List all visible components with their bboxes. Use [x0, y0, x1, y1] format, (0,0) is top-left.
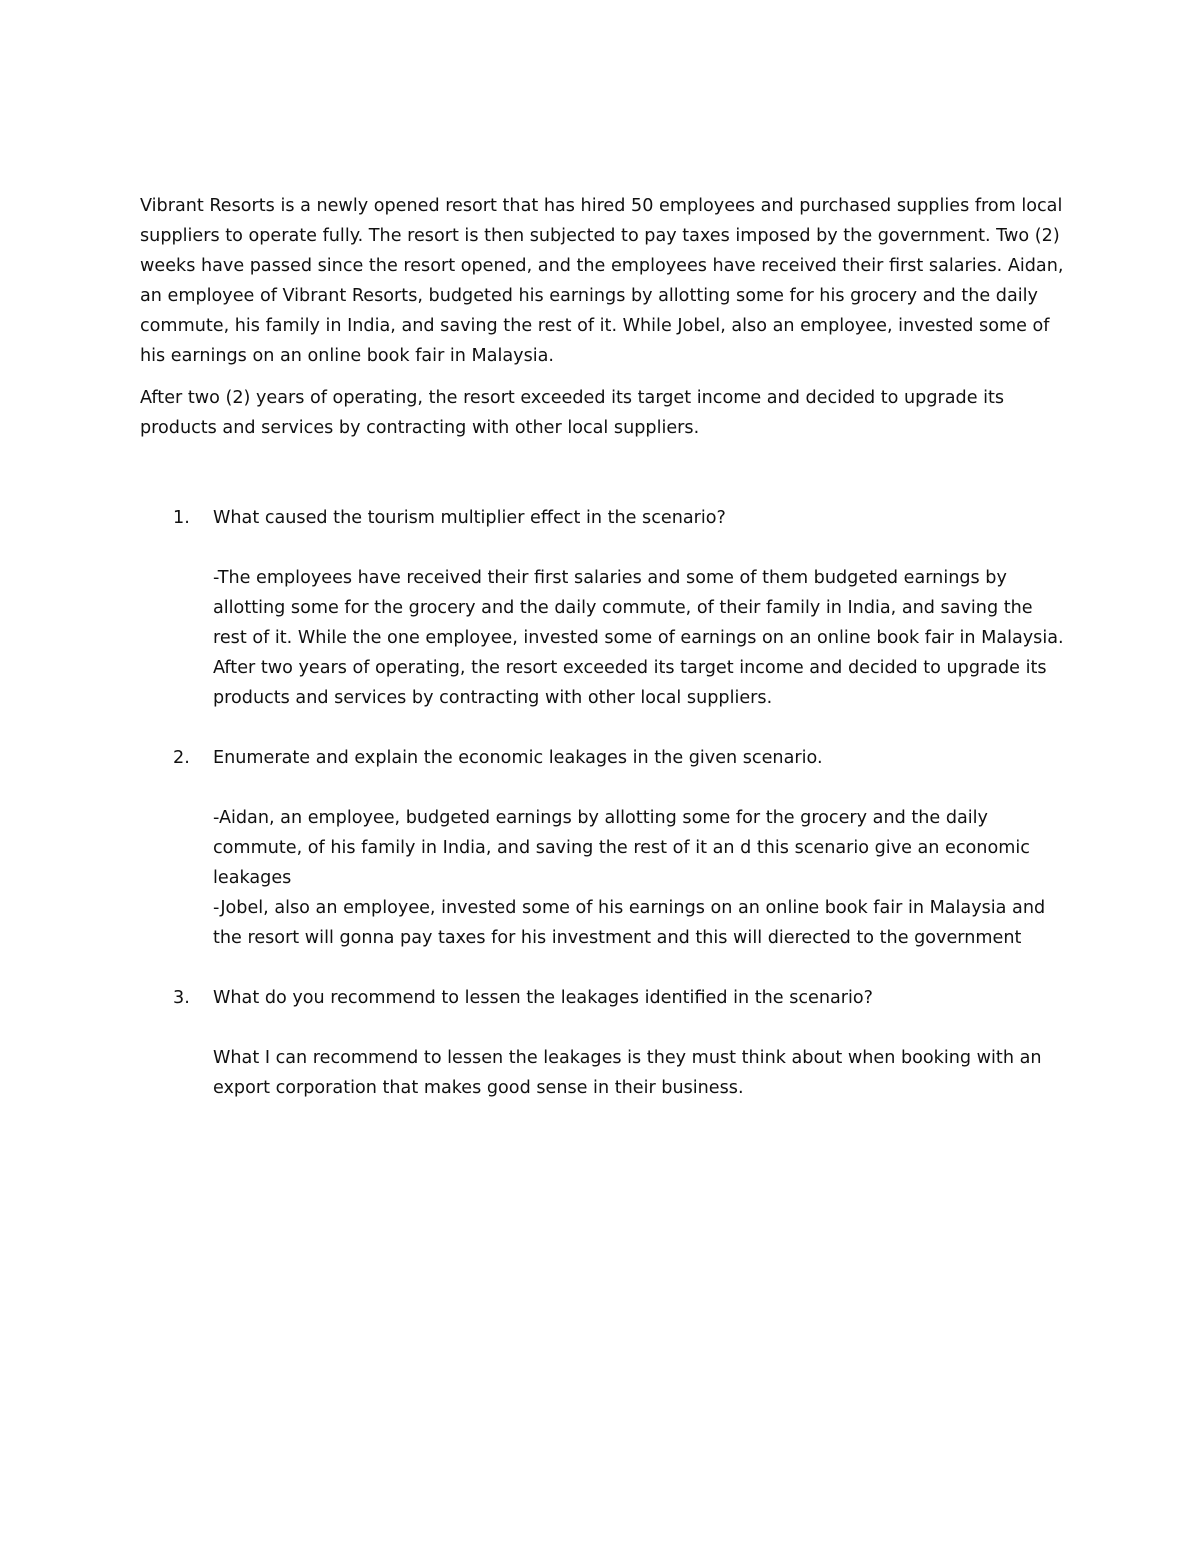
answer-2-line-2: -Jobel, also an employee, invested some of his earnings on an online book fair in Malaysia and the resort will gonna pay taxes for his investment and this will dierected to the government [213, 898, 1046, 948]
answer-2 [213, 803, 1065, 953]
question-text-1: What caused the tourism multiplier effect in the scenario? [213, 508, 726, 528]
answer-1-line-1: -The employees have received their first salaries and some of them budgeted earnings by allotting some for the grocery and the daily commute, of their family in India, and saving the rest of it. While the one employee, invested some of earnings on an online book fair in Malaysia. After two years of operating, the resort exceeded its target income and decided to upgrade its products and services by contracting with other local suppliers. [213, 568, 1064, 708]
question-item-3 [140, 983, 1065, 1103]
question-item-2 [140, 743, 1065, 953]
question-item-1 [140, 503, 1065, 713]
question-text-3: What do you recommend to lessen the leakages identified in the scenario? [213, 988, 874, 1008]
answer-3 [213, 1043, 1065, 1103]
document-content [140, 191, 1065, 1133]
scenario-paragraph-2: After two (2) years of operating, the resort exceeded its target income and decided to upgrade its products and services by contracting with other local suppliers. [140, 388, 1005, 438]
question-number-3: 3. [173, 988, 190, 1008]
question-number-1: 1. [173, 508, 190, 528]
answer-1 [213, 563, 1065, 713]
question-text-2: Enumerate and explain the economic leakages in the given scenario. [213, 748, 823, 768]
scenario-paragraph-1: Vibrant Resorts is a newly opened resort that has hired 50 employees and purchased supplies from local suppliers to operate fully. The resort is then subjected to pay taxes imposed by the government. Two (2) weeks have passed since the resort opened, and the employees have received their first salaries. Aidan, an employee of Vibrant Resorts, budgeted his earnings by allotting some for his grocery and the daily commute, his family in India, and saving the rest of it. While Jobel, also an employee, invested some of his earnings on an online book fair in Malaysia. [140, 196, 1064, 366]
answer-2-line-1: -Aidan, an employee, budgeted earnings by allotting some for the grocery and the daily commute, of his family in India, and saving the rest of it an d this scenario give an economic leakages [213, 808, 1030, 888]
question-list [140, 503, 1065, 1103]
answer-3-line-1: What I can recommend to lessen the leakages is they must think about when booking with an export corporation that makes good sense in their business. [213, 1048, 1042, 1098]
question-number-2: 2. [173, 748, 190, 768]
